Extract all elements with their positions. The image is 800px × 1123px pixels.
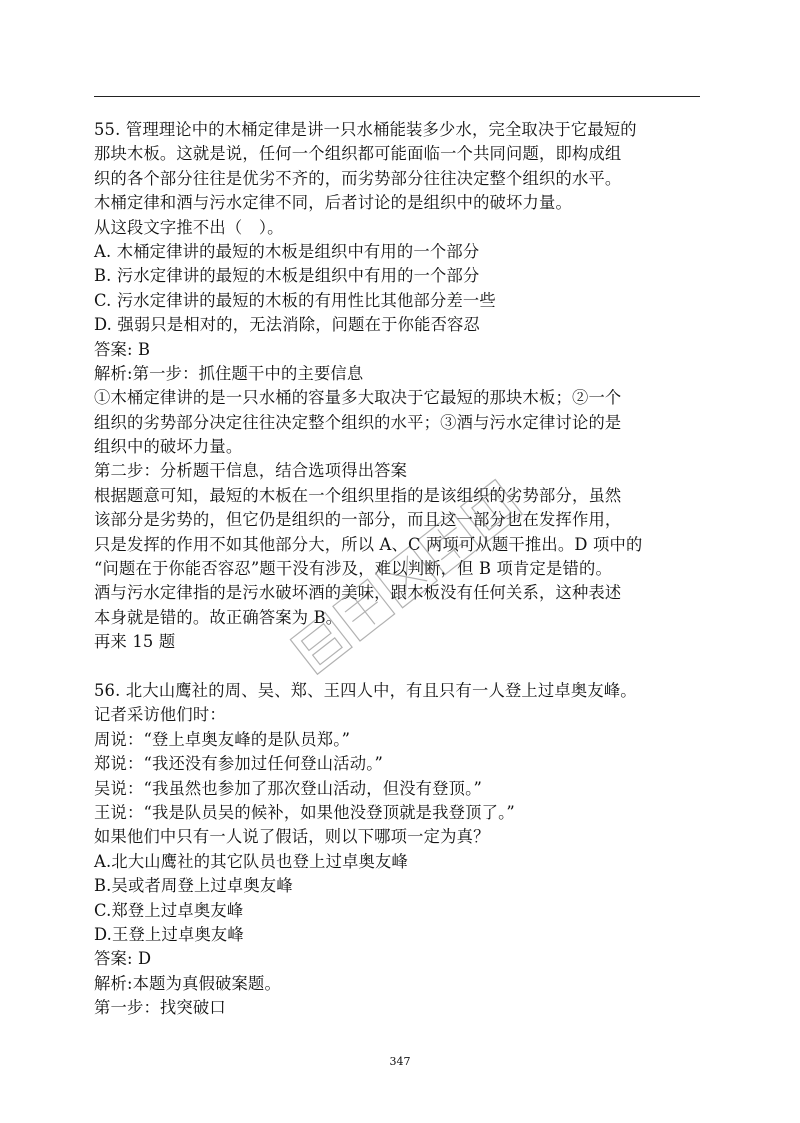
q55-analysis-line: “问题在于你能否容忍”题干没有涉及，难以判断，但 B 项肯定是错的。 [94,559,612,579]
q55-option-a: A. 木桶定律讲的最短的木板是组织中有用的一个部分 [94,241,480,261]
q55-stem-line: 从这段文字推不出（ ）。 [94,217,284,237]
q56-analysis-line: 解析:本题为真假破案题。 [94,973,281,993]
q55-analysis-line: ①木桶定律讲的是一只水桶的容量多大取决于它最短的那块木板；②一个 [94,388,622,408]
q55-analysis-line: 酒与污水定律指的是污水破坏酒的美味，跟木板没有任何关系，这种表述 [94,583,622,603]
q55-option-b: B. 污水定律讲的最短的木板是组织中有用的一个部分 [94,266,480,286]
q56-stem-line: 记者采访他们时： [94,705,226,725]
q56-option-c: C.郑登上过卓奥友峰 [94,900,244,920]
q56-stem-line: 周说：“登上卓奥友峰的是队员郑。” [94,729,351,749]
blank-line [94,655,704,679]
page-number: 347 [389,1055,411,1068]
q56-option-b: B.吴或者周登上过卓奥友峰 [94,876,293,896]
q55-answer: 答案: B [94,339,151,359]
q56-option-a: A.北大山鹰社的其它队员也登上过卓奥友峰 [94,851,408,871]
q55-more-questions: 再来 15 题 [94,632,176,652]
q56-stem-line: 王说：“我是队员吴的候补，如果他没登顶就是我登顶了。” [94,802,515,822]
page-body [94,118,704,1020]
q56-analysis-line: 第一步：找突破口 [94,998,226,1018]
q56-stem-line: 吴说：“我虽然也参加了那次登山活动，但没有登顶。” [94,778,482,798]
q56-stem-line: 郑说：“我还没有参加过任何登山活动。” [94,754,384,774]
q55-analysis-line: 只是发挥的作用不如其他部分大，所以 A、C 两项可从题干推出。D 项中的 [94,534,643,554]
q55-analysis-line: 第二步：分析题干信息，结合选项得出答案 [94,461,408,481]
q56-stem-line: 56. 北大山鹰社的周、吴、郑、王四人中，有且只有一人登上过卓奥友峰。 [94,680,637,700]
q56-stem-line: 如果他们中只有一人说了假话，则以下哪项一定为真？ [94,827,490,847]
q55-stem-line: 55. 管理理论中的木桶定律是讲一只水桶能装多少水，完全取决于它最短的 [94,120,637,139]
q55-stem-line: 木桶定律和酒与污水定律不同，后者讨论的是组织中的破坏力量。 [94,193,572,213]
q55-analysis-line: 组织中的破坏力量。 [94,437,243,457]
q56-option-d: D.王登上过卓奥友峰 [94,924,244,944]
q56-answer: 答案: D [94,949,152,969]
q55-analysis-line: 解析:第一步：抓住题干中的主要信息 [94,363,364,383]
header-rule [94,96,700,97]
q55-analysis-line: 根据题意可知，最短的木板在一个组织里指的是该组织的劣势部分，虽然 [94,485,622,505]
q55-stem-line: 那块木板。这就是说，任何一个组织都可能面临一个共同问题，即构成组 [94,144,622,164]
q55-analysis-line: 组织的劣势部分决定往往决定整个组织的水平；③酒与污水定律讨论的是 [94,412,622,432]
q55-option-c: C. 污水定律讲的最短的木板的有用性比其他部分差一些 [94,290,496,310]
q55-analysis-line: 该部分是劣势的，但它仍是组织的一部分，而且这一部分也在发挥作用， [94,510,622,530]
q55-analysis-line: 本身就是错的。故正确答案为 B。 [94,607,343,627]
q55-stem-line: 织的各个部分往往是优劣不齐的，而劣势部分往往决定整个组织的水平。 [94,168,622,188]
q55-option-d: D. 强弱只是相对的，无法消除，问题在于你能否容忍 [94,315,481,335]
